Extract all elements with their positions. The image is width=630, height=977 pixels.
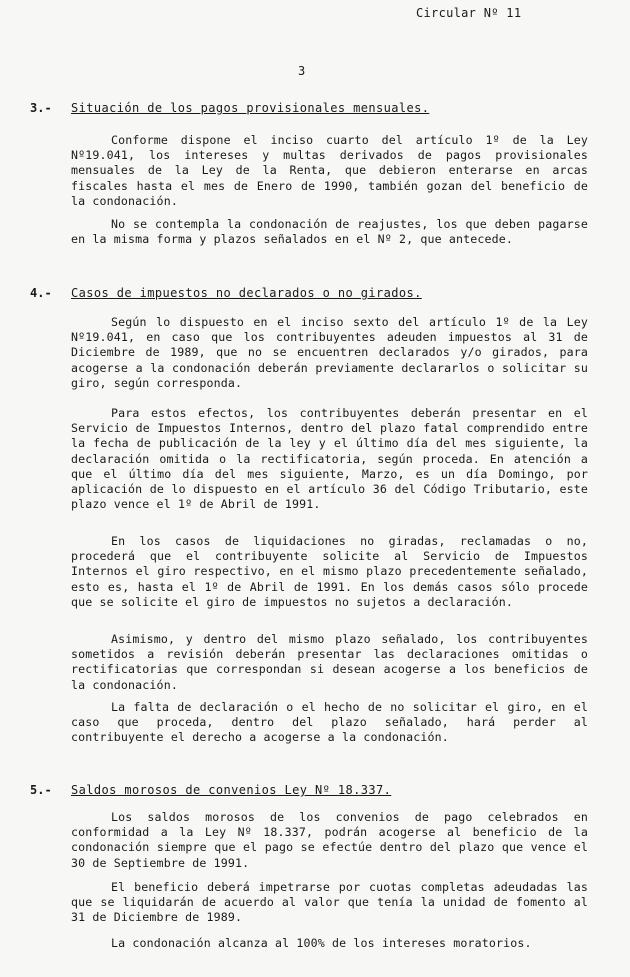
page-number: 3 bbox=[298, 64, 306, 78]
paragraph: La condonación alcanza al 100% de los intereses moratorios. bbox=[111, 936, 532, 950]
paragraph: En los casos de liquidaciones no giradas, reclamadas o no, procederá que el contribuyente solicite al Servicio de Impuestos Internos el giro respectivo, en el mismo plazo precedentemente señalado, esto es, hasta el 1º de Abril de 1991. En los demás casos sólo procede que se solicite el giro de impuestos no sujetos a declaración. bbox=[71, 534, 588, 609]
section-title: Saldos morosos de convenios Ley Nº 18.337. bbox=[71, 783, 392, 797]
paragraph: La falta de declaración o el hecho de no solicitar el giro, en el caso que proceda, dentro del plazo señalado, hará perder al contribuyente el derecho a acogerse a la condonación. bbox=[71, 700, 588, 745]
paragraph: Según lo dispuesto en el inciso sexto del artículo 1º de la Ley Nº19.041, en caso que los contribuyentes adeuden impuestos al 31 de Diciembre de 1989, que no se encuentren declarados y/o girados, para acogerse a la condonación deberán previamente declararlos o solicitar su giro, según corresponda. bbox=[71, 315, 588, 390]
paragraph: Conforme dispone el inciso cuarto del artículo 1º de la Ley Nº19.041, los intereses y multas derivados de pagos provisionales mensuales de la Ley de la Renta, que debieron enterarse en arcas fiscales hasta el mes de Enero de 1990, también gozan del beneficio de la condonación. bbox=[71, 133, 588, 208]
section-number: 4.- bbox=[30, 286, 52, 300]
paragraph: No se contempla la condonación de reajustes, los que deben pagarse en la misma forma y plazos señalados en el Nº 2, que antecede. bbox=[71, 217, 588, 247]
section-number: 5.- bbox=[30, 783, 52, 797]
paragraph: Los saldos morosos de los convenios de pago celebrados en conformidad a la Ley Nº 18.337, podrán acogerse al beneficio de la condonación siempre que el pago se efectúe dentro del plazo que vence el 30 de Septiembre de 1991. bbox=[71, 810, 588, 870]
paragraph: Para estos efectos, los contribuyentes deberán presentar en el Servicio de Impuestos Internos, dentro del plazo fatal comprendido entre la fecha de publicación de la ley y el último día del mes siguiente, la declaración omitida o la rectificatoria, según proceda. En atención a que el último día del mes siguiente, Marzo, es un día Domingo, por aplicación de lo dispuesto en el artículo 36 del Código Tributario, este plazo vence el 1º de Abril de 1991. bbox=[71, 406, 588, 512]
section-title: Casos de impuestos no declarados o no girados. bbox=[71, 286, 422, 300]
section-title: Situación de los pagos provisionales mensuales. bbox=[71, 101, 430, 115]
paragraph: El beneficio deberá impetrarse por cuotas completas adeudadas las que se liquidarán de acuerdo al valor que tenía la unidad de fomento al 31 de Diciembre de 1989. bbox=[71, 880, 588, 925]
circular-header: Circular Nº 11 bbox=[416, 6, 522, 20]
paragraph: Asimismo, y dentro del mismo plazo señalado, los contribuyentes sometidos a revisión deberán presentar las declaraciones omitidas o rectificatorias que correspondan si desean acogerse a los beneficios de la condonación. bbox=[71, 632, 588, 692]
section-number: 3.- bbox=[30, 101, 52, 115]
